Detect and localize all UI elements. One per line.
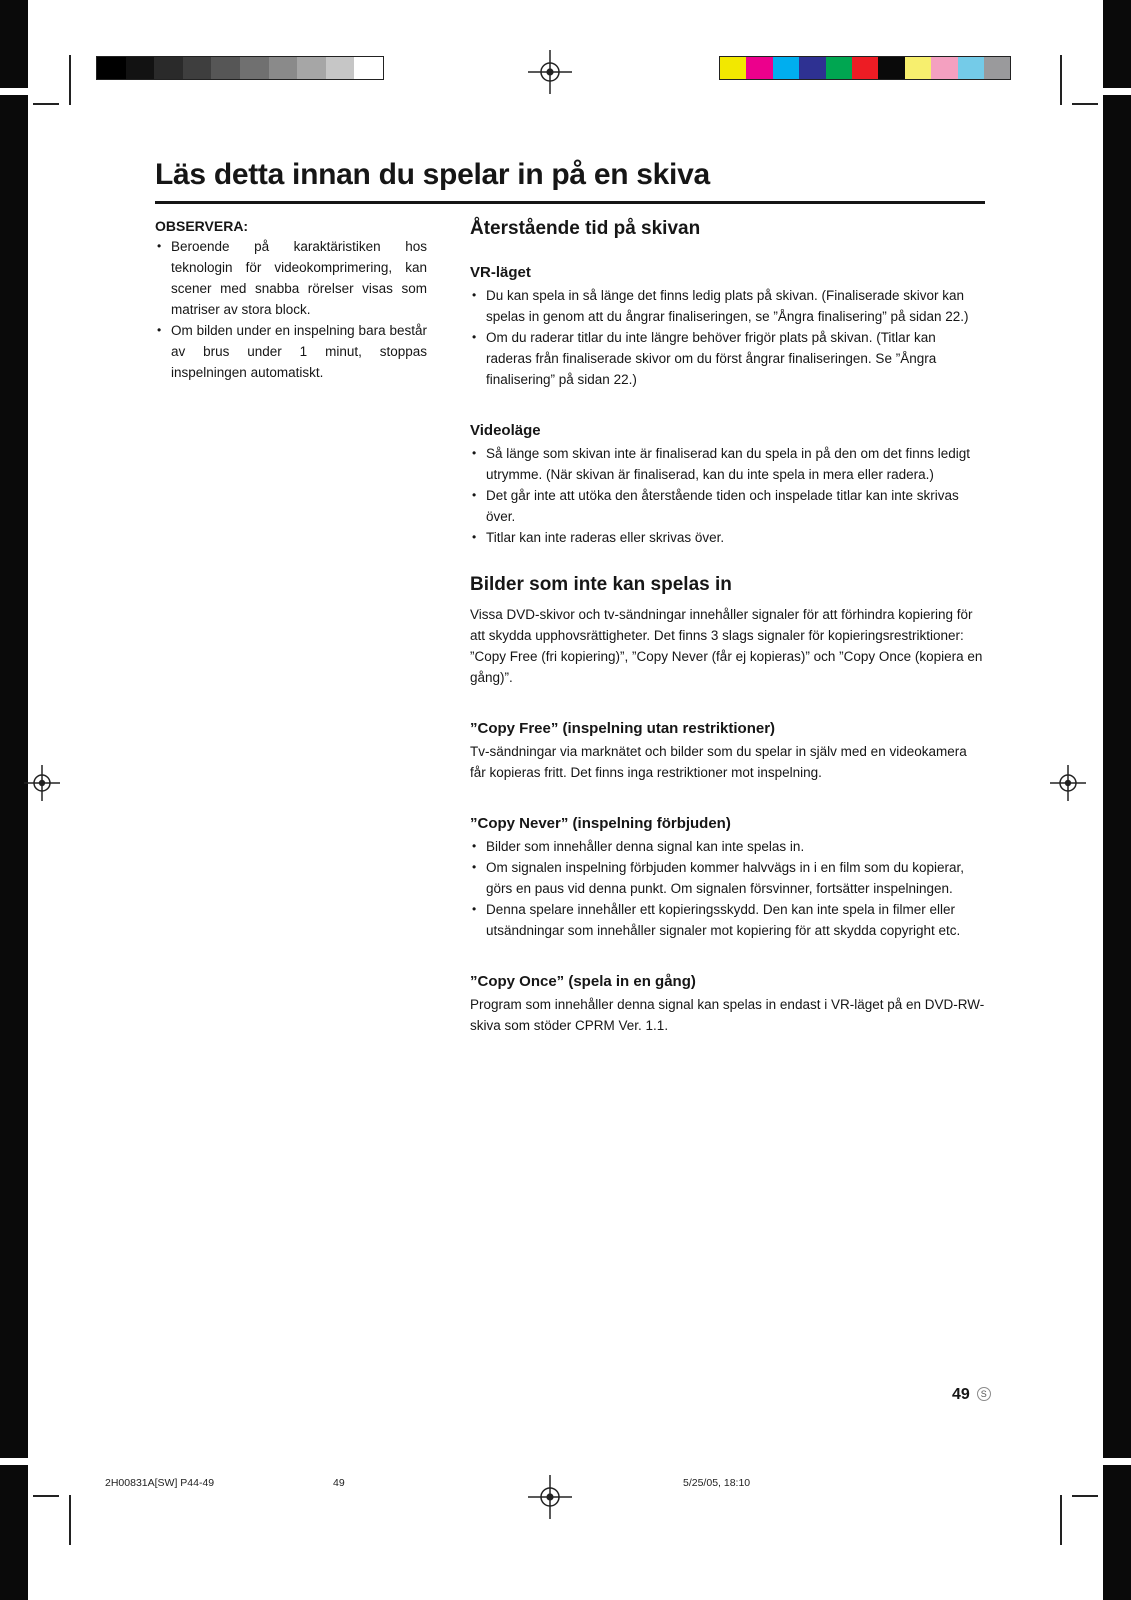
- title-rule: [155, 201, 985, 204]
- color-swatch: [852, 57, 878, 79]
- print-bleed-bar-right: [1103, 0, 1131, 1600]
- section-heading-remaining-time: Återstående tid på skivan: [470, 218, 701, 239]
- grayscale-swatch: [326, 57, 355, 79]
- registration-mark-top: [528, 50, 572, 94]
- grayscale-swatch: [354, 57, 383, 79]
- grayscale-calibration-bar: [97, 57, 383, 79]
- color-swatch: [826, 57, 852, 79]
- paragraph: Tv-sändningar via marknätet och bilder som du spelar in själv med en videokamera får kopieras fritt. Det finns inga restriktioner mot inspelning.: [470, 744, 967, 780]
- page-number: [952, 1386, 991, 1404]
- slug-page: 49: [333, 1477, 345, 1489]
- list-item: • Beroende på karaktäristiken hos teknologin för videokomprimering, kan scener med snabba rörelser visas som matriser av stora block.: [155, 236, 427, 320]
- crop-mark: [69, 1495, 71, 1545]
- bleed-notch: [0, 1458, 28, 1465]
- list-item: • Om signalen inspelning förbjuden kommer halvvägs in i en film som du kopierar, görs en paus vid denna punkt. Om signalen försvinner, fortsätter inspelningen.: [470, 857, 985, 899]
- crop-mark: [1060, 55, 1062, 105]
- bleed-notch: [0, 88, 28, 95]
- note-column: [155, 218, 427, 1036]
- list-item: • Du kan spela in så länge det finns ledig plats på skivan. (Finaliserade skivor kan spelas in genom att du ångrar finaliseringen, se ”Ångra finalisering” på sidan 22.): [470, 285, 985, 327]
- list-item: • Om du raderar titlar du inte längre behöver frigör plats på skivan. (Titlar kan raderas från finaliserade skivor om du först ångrar finaliseringen. Se ”Ångra finalisering” på sidan 22.): [470, 327, 985, 390]
- video-mode-list: [470, 443, 985, 548]
- list-item: • Titlar kan inte raderas eller skrivas över.: [470, 527, 985, 548]
- color-swatch: [878, 57, 904, 79]
- grayscale-swatch: [297, 57, 326, 79]
- crop-mark: [1072, 103, 1098, 105]
- subheading-video-mode: Videoläge: [470, 422, 541, 439]
- paragraph: Program som innehåller denna signal kan spelas in endast i VR-läget på en DVD-RW-skiva som stöder CPRM Ver. 1.1.: [470, 997, 985, 1033]
- subheading-copy-never: ”Copy Never” (inspelning förbjuden): [470, 815, 731, 832]
- list-item: • Om bilden under en inspelning bara består av brus under 1 minut, stoppas inspelningen automatiskt.: [155, 320, 427, 383]
- subheading-copy-once: ”Copy Once” (spela in en gång): [470, 973, 696, 990]
- registration-mark-left: [24, 765, 60, 801]
- page-title: Läs detta innan du spelar in på en skiva: [155, 158, 710, 191]
- color-swatch: [905, 57, 931, 79]
- registration-mark-bottom: [528, 1475, 572, 1519]
- language-badge: S: [977, 1387, 991, 1401]
- color-swatch: [799, 57, 825, 79]
- paragraph: Vissa DVD-skivor och tv-sändningar innehåller signaler för att förhindra kopiering för att skydda upphovsrättigheter. Det finns 3 slags signaler för kopieringsrestriktioner: ”Copy Free (fri kopiering)”, ”Copy Never (får ej kopieras)” och ”Copy Once (kopiera en gång)”.: [470, 607, 983, 685]
- vr-mode-list: [470, 285, 985, 390]
- main-column: [470, 218, 985, 1036]
- slug-doc-ref: 2H00831A[SW] P44-49: [105, 1477, 215, 1489]
- crop-mark: [33, 103, 59, 105]
- list-item: • Så länge som skivan inte är finaliserad kan du spela in på den om det finns ledigt utrymme. (När skivan är finaliserad, kan du inte spela in mera eller radera.): [470, 443, 985, 485]
- grayscale-swatch: [126, 57, 155, 79]
- color-swatch: [958, 57, 984, 79]
- color-swatch: [720, 57, 746, 79]
- subheading-vr-mode: VR-läget: [470, 264, 531, 281]
- list-item: • Det går inte att utöka den återstående tiden och inspelade titlar kan inte skrivas över.: [470, 485, 985, 527]
- section-heading-unrecordable: Bilder som inte kan spelas in: [470, 574, 732, 595]
- color-calibration-bar: [720, 57, 1010, 79]
- grayscale-swatch: [240, 57, 269, 79]
- registration-mark-right: [1050, 765, 1086, 801]
- color-swatch: [984, 57, 1010, 79]
- crop-mark: [33, 1495, 59, 1497]
- grayscale-swatch: [269, 57, 298, 79]
- note-list: [155, 236, 427, 383]
- page-number-value: 49: [952, 1386, 970, 1403]
- color-swatch: [773, 57, 799, 79]
- note-heading: OBSERVERA:: [155, 218, 249, 234]
- list-item: • Denna spelare innehåller ett kopieringsskydd. Den kan inte spela in filmer eller utsändningar som innehåller signaler mot kopiering för att skydda copyright etc.: [470, 899, 985, 941]
- grayscale-swatch: [154, 57, 183, 79]
- crop-mark: [1060, 1495, 1062, 1545]
- list-item: • Bilder som innehåller denna signal kan inte spelas in.: [470, 836, 985, 857]
- subheading-copy-free: ”Copy Free” (inspelning utan restriktioner): [470, 720, 776, 737]
- crop-mark: [1072, 1495, 1098, 1497]
- bleed-notch: [1103, 1458, 1131, 1465]
- slug-datetime: 5/25/05, 18:10: [683, 1477, 751, 1489]
- copy-never-list: [470, 836, 985, 941]
- crop-mark: [69, 55, 71, 105]
- page-body: [155, 158, 985, 1036]
- grayscale-swatch: [211, 57, 240, 79]
- bleed-notch: [1103, 88, 1131, 95]
- color-swatch: [931, 57, 957, 79]
- color-swatch: [746, 57, 772, 79]
- grayscale-swatch: [183, 57, 212, 79]
- grayscale-swatch: [97, 57, 126, 79]
